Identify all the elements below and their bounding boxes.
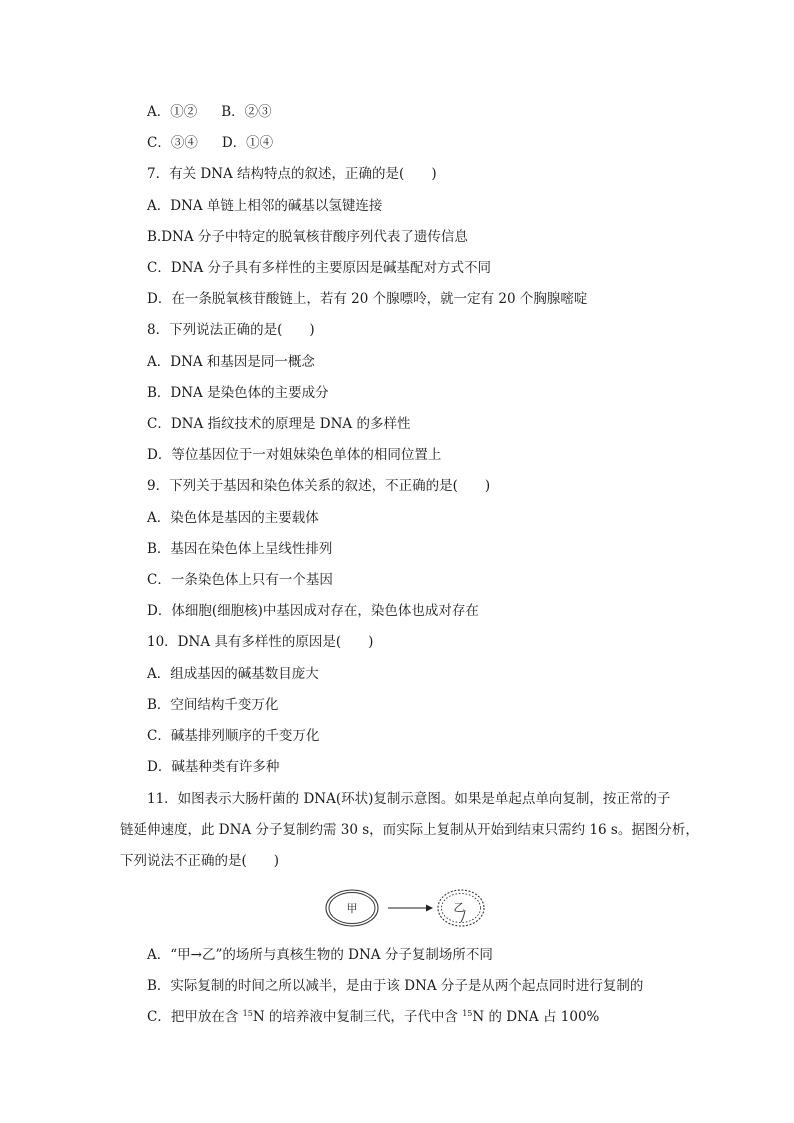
diagram-label-jia: 甲 — [346, 902, 358, 915]
q7-option-d: D．在一条脱氧核苷酸链上，若有 20 个腺嘌呤，就一定有 20 个胸腺嘧啶 — [147, 291, 588, 307]
q6-option-a-letter: A． — [147, 104, 171, 120]
q6-option-a-text: ①② — [170, 104, 198, 120]
q8-option-d: D．等位基因位于一对姐妹染色单体的相同位置上 — [147, 447, 442, 463]
q7-option-b: B.DNA 分子中特定的脱氧核苷酸序列代表了遗传信息 — [147, 229, 468, 245]
circular-dna-yi — [438, 890, 484, 926]
circular-dna-jia — [326, 890, 378, 926]
q8-stem: 8．下列说法正确的是( ) — [147, 322, 315, 338]
q10-stem: 10．DNA 具有多样性的原因是( ) — [147, 634, 374, 650]
q11-option-b: B．实际复制的时间之所以减半，是由于该 DNA 分子是从两个起点同时进行复制的 — [147, 978, 644, 994]
q10-option-d: D．碱基种类有许多种 — [147, 759, 280, 775]
q6-option-d-letter: D． — [221, 135, 247, 151]
q9-option-d: D．体细胞(细胞核)中基因成对存在，染色体也成对存在 — [147, 603, 479, 619]
q9-option-b: B．基因在染色体上呈线性排列 — [147, 541, 333, 557]
q10-option-b: B．空间结构千变万化 — [147, 697, 279, 713]
arrow-icon — [388, 905, 433, 912]
q11-stem-line-1: 11．如图表示大肠杆菌的 DNA(环状)复制示意图。如果是单起点单向复制，按正常的子 — [147, 791, 671, 807]
q6-option-b-letter: B． — [221, 104, 245, 120]
diagram-label-yi: 乙 — [453, 901, 465, 914]
q7-option-a: A．DNA 单链上相邻的碱基以氢键连接 — [147, 198, 383, 214]
q8-option-a: A．DNA 和基因是同一概念 — [147, 354, 315, 370]
q6-options-row-2 — [147, 134, 273, 152]
q6-option-d-text: ①④ — [246, 135, 274, 151]
q8-option-b: B．DNA 是染色体的主要成分 — [147, 385, 329, 401]
q7-stem: 7．有关 DNA 结构特点的叙述，正确的是( ) — [147, 166, 437, 182]
q11-option-c — [147, 1008, 599, 1026]
q6-options-row-1 — [147, 103, 272, 121]
q11-option-c-part-1: C．把甲放在含 — [147, 1009, 243, 1025]
q11-option-c-part-2: N 的培养液中复制三代，子代中含 — [252, 1009, 463, 1025]
q8-option-c: C．DNA 指纹技术的原理是 DNA 的多样性 — [147, 416, 411, 432]
q6-option-c-letter: C． — [147, 135, 171, 151]
q6-option-b-text: ②③ — [244, 104, 272, 120]
q11-stem-line-2: 链延伸速度，此 DNA 分子复制约需 30 s，而实际上复制从开始到结束只需约 16 s。据图分析， — [120, 822, 699, 838]
q11-option-a: A．“甲→乙”的场所与真核生物的 DNA 分子复制场所不同 — [147, 947, 493, 963]
q6-option-c-text: ③④ — [170, 135, 198, 151]
q11-stem-line-3: 下列说法不正确的是( ) — [120, 853, 280, 869]
q11-option-c-superscript-1: 15 — [242, 1009, 253, 1018]
q9-option-a: A．染色体是基因的主要载体 — [147, 510, 319, 526]
dna-replication-diagram — [325, 886, 485, 930]
q9-stem: 9．下列关于基因和染色体关系的叙述，不正确的是( ) — [147, 478, 491, 494]
q7-option-c: C．DNA 分子具有多样性的主要原因是碱基配对方式不同 — [147, 260, 492, 276]
q10-option-c: C．碱基排列顺序的千变万化 — [147, 728, 320, 744]
q11-option-c-part-3: N 的 DNA 占 100% — [472, 1009, 600, 1025]
q9-option-c: C．一条染色体上只有一个基因 — [147, 572, 333, 588]
q10-option-a: A．组成基因的碱基数目庞大 — [147, 666, 319, 682]
q11-option-c-superscript-2: 15 — [462, 1009, 473, 1018]
